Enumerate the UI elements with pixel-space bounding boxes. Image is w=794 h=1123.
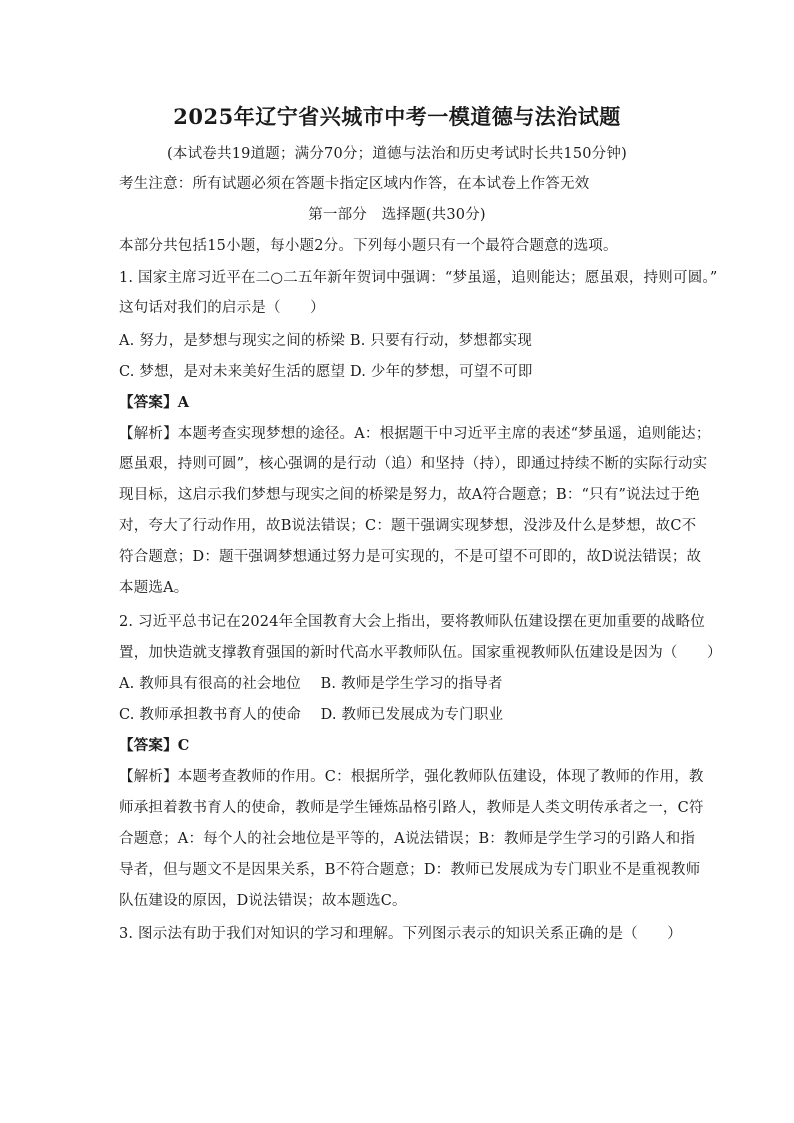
q1-analysis-line-2: 愿虽艰，持则可圆”，核心强调的是行动（追）和坚持（持），即通过持续不断的实际行动实 [119, 456, 708, 472]
section-heading: 第一部分 选择题(共30分) [308, 207, 486, 223]
q2-stem-line-1: 2. 习近平总书记在2024年全国教育大会上指出，要将教师队伍建设摆在更加重要的战略位 [119, 614, 705, 630]
q1-options-line-1: A. 努力，是梦想与现实之间的桥梁 B. 只要有行动，梦想都实现 [119, 333, 533, 349]
q1-answer: 【答案】A [119, 394, 190, 411]
q1-analysis-line-6: 本题选A。 [119, 580, 189, 596]
exam-subtitle: (本试卷共19道题；满分70分；道德与法治和历史考试时长共150分钟) [167, 146, 627, 162]
q2-analysis-line-1: 【解析】本题考查教师的作用。C：根据所学，强化教师队伍建设，体现了教师的作用，教 [119, 769, 704, 785]
q1-stem-line-1: 1. 国家主席习近平在二○二五年新年贺词中强调：“梦虽遥，追则能达；愿虽艰，持则可圆。” [119, 270, 718, 286]
q2-analysis-line-3: 合题意；A：每个人的社会地位是平等的，A说法错误；B：教师是学生学习的引路人和指 [119, 831, 696, 847]
q1-analysis-line-4: 对，夸大了行动作用，故B说法错误；C：题干强调实现梦想，没涉及什么是梦想，故C不 [119, 518, 697, 534]
exam-notice: 考生注意：所有试题必须在答题卡指定区域内作答，在本试卷上作答无效 [119, 176, 590, 192]
q3-stem-line-1: 3. 图示法有助于我们对知识的学习和理解。下列图示表示的知识关系正确的是（ ） [119, 926, 682, 942]
q2-options-line-1: A. 教师具有很高的社会地位 B. 教师是学生学习的指导者 [119, 676, 503, 692]
q2-options-line-2: C. 教师承担教书育人的使命 D. 教师已发展成为专门职业 [119, 707, 504, 723]
q1-analysis-line-5: 符合题意；D：题干强调梦想通过努力是可实现的，不是可望不可即的，故D说法错误；故 [119, 549, 702, 565]
q2-analysis-line-5: 队伍建设的原因，D说法错误；故本题选C。 [119, 893, 407, 909]
q2-answer: 【答案】C [119, 737, 190, 754]
q1-analysis-line-1: 【解析】本题考查实现梦想的途径。A：根据题干中习近平主席的表述“梦虽遥，追则能达； [119, 426, 711, 442]
exam-title: 2025年辽宁省兴城市中考一模道德与法治试题 [173, 104, 621, 129]
section-intro: 本部分共包括15小题，每小题2分。下列每小题只有一个最符合题意的选项。 [119, 238, 618, 254]
q2-analysis-line-2: 师承担着教书育人的使命，教师是学生锤炼品格引路人，教师是人类文明传承者之一，C符 [119, 800, 704, 816]
q2-stem-line-2: 置，加快造就支撑教育强国的新时代高水平教师队伍。国家重视教师队伍建设是因为（ ） [119, 645, 722, 661]
q1-stem-line-2: 这句话对我们的启示是（ ） [119, 300, 325, 316]
q2-analysis-line-4: 导者，但与题文不是因果关系，B不符合题意；D：教师已发展成为专门职业不是重视教师 [119, 862, 701, 878]
q1-analysis-line-3: 现目标，这启示我们梦想与现实之间的桥梁是努力，故A符合题意；B：“只有”说法过于绝 [119, 487, 700, 503]
q1-options-line-2: C. 梦想，是对未来美好生活的愿望 D. 少年的梦想，可望不可即 [119, 364, 533, 380]
